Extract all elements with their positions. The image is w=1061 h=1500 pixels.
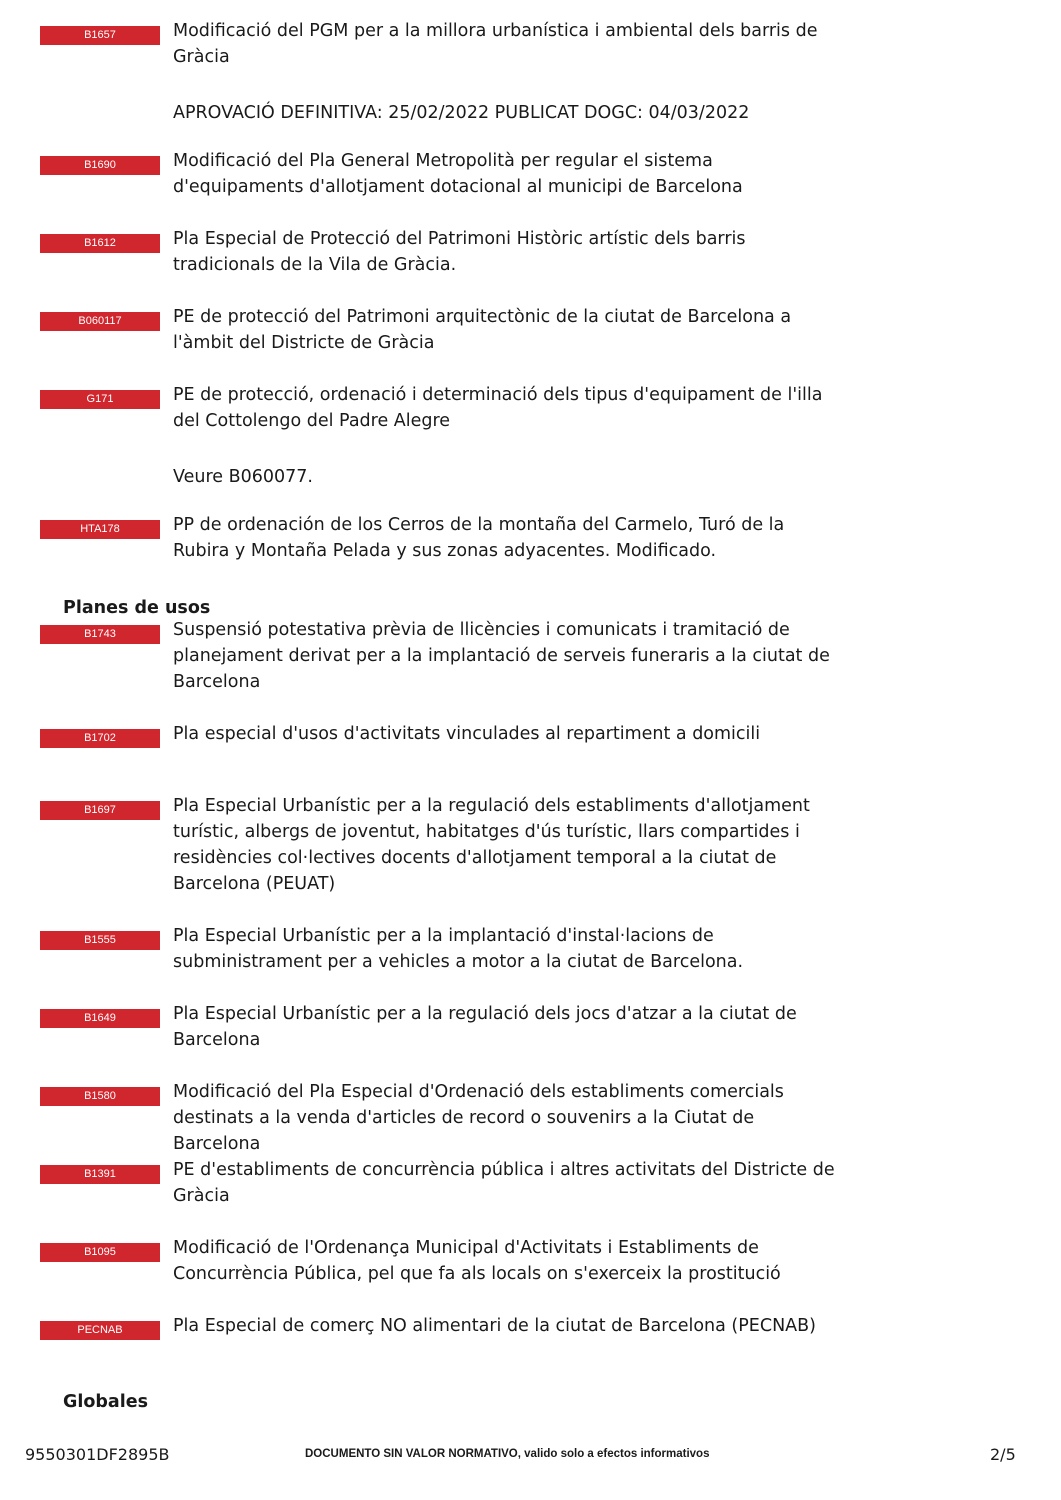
plan-title: Pla Especial de Protecció del Patrimoni Històric artístic dels barris tradicionals de la Vila de Gràcia. <box>173 229 746 275</box>
plan-title: Pla Especial de comerç NO alimentari de la ciutat de Barcelona (PECNAB) <box>173 1316 816 1336</box>
plan-code-badge[interactable]: PECNAB <box>40 1321 160 1340</box>
disclaimer-bold: DOCUMENTO SIN VALOR NORMATIVO, <box>305 1448 521 1460</box>
plan-code-badge[interactable]: B1612 <box>40 234 160 253</box>
plan-title: PP de ordenación de los Cerros de la montaña del Carmelo, Turó de la Rubira y Montaña Pelada y sus zonas adyacentes. Modificado. <box>173 515 785 561</box>
approval-note: APROVACIÓ DEFINITIVA: 25/02/2022 PUBLICAT DOGC: 04/03/2022 <box>173 103 750 123</box>
disclaimer <box>305 1445 709 1463</box>
plan-title: PE de protecció del Patrimoni arquitectònic de la ciutat de Barcelona a l'àmbit del Districte de Gràcia <box>173 307 792 353</box>
plan-title: Modificació del Pla Especial d'Ordenació dels establiments comercials destinats a la venda d'articles de record o souvenirs a la Ciutat de Barcelona <box>173 1082 784 1154</box>
page-number: 2/5 <box>990 1445 1016 1464</box>
plan-code-badge[interactable]: B1649 <box>40 1009 160 1028</box>
plan-title: Modificació de l'Ordenança Municipal d'Activitats i Establiments de Concurrència Pública, pel que fa als locals on s'exerceix la prostitució <box>173 1238 781 1284</box>
plan-title: Pla especial d'usos d'activitats vinculades al repartiment a domicili <box>173 724 761 744</box>
plan-title: PE d'establiments de concurrència pública i altres activitats del Districte de Gràcia <box>173 1160 835 1206</box>
plan-title: Modificació del PGM per a la millora urbanística i ambiental dels barris de Gràcia <box>173 21 818 67</box>
plan-code-badge[interactable]: B1555 <box>40 931 160 950</box>
plan-title: Modificació del Pla General Metropolità per regular el sistema d'equipaments d'allotjament dotacional al municipi de Barcelona <box>173 151 743 197</box>
plan-code-badge[interactable]: B1657 <box>40 26 160 45</box>
see-also-note: Veure B060077. <box>173 467 313 487</box>
plan-title: Suspensió potestativa prèvia de llicències i comunicats i tramitació de planejament derivat per a la implantació de serveis funeraris a la ciutat de Barcelona <box>173 620 830 692</box>
plan-code-badge[interactable]: B1702 <box>40 729 160 748</box>
plan-title: Pla Especial Urbanístic per a la regulació dels jocs d'atzar a la ciutat de Barcelona <box>173 1004 797 1050</box>
plan-code-badge[interactable]: B1095 <box>40 1243 160 1262</box>
plan-code-badge[interactable]: HTA178 <box>40 520 160 539</box>
plan-code-badge[interactable]: B1743 <box>40 625 160 644</box>
plan-code-badge[interactable]: B060117 <box>40 312 160 331</box>
plan-title: PE de protecció, ordenació i determinació dels tipus d'equipament de l'illa del Cottolengo del Padre Alegre <box>173 385 823 431</box>
section-heading-planes-usos: Planes de usos <box>63 598 211 618</box>
plan-code-badge[interactable]: B1697 <box>40 801 160 820</box>
plan-code-badge[interactable]: B1391 <box>40 1165 160 1184</box>
section-heading-globales: Globales <box>63 1392 149 1412</box>
document-id: 9550301DF2895B <box>25 1445 170 1464</box>
plan-code-badge[interactable]: G171 <box>40 390 160 409</box>
plan-code-badge[interactable]: B1580 <box>40 1087 160 1106</box>
plan-title: Pla Especial Urbanístic per a la regulació dels establiments d'allotjament turístic, albergs de joventut, habitatges d'ús turístic, llars compartides i residències col·lectives docents d'allotjament temporal a la ciutat de Barcelona (PEUAT) <box>173 796 810 894</box>
disclaimer-rest: valido solo a efectos informativos <box>520 1448 710 1460</box>
plan-title: Pla Especial Urbanístic per a la implantació d'instal·lacions de subministrament per a vehicles a motor a la ciutat de Barcelona. <box>173 926 744 972</box>
plan-code-badge[interactable]: B1690 <box>40 156 160 175</box>
